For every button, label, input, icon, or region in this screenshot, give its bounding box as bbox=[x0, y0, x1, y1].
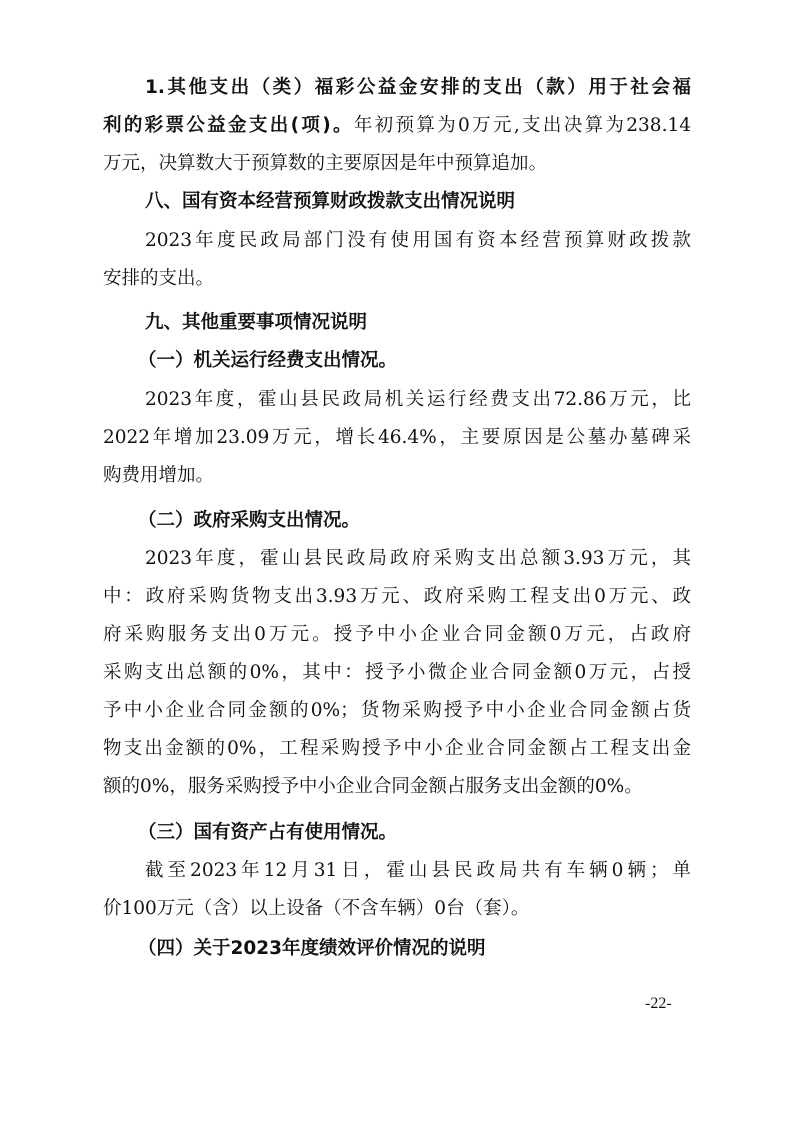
paragraph-line bbox=[145, 76, 691, 100]
paragraph-line: 购费用增加。 bbox=[103, 465, 215, 486]
paragraph-line: 额的0%，服务采购授予中小企业合同金额占服务支出金额的0%。 bbox=[103, 776, 643, 797]
paragraph-line: 价100万元（含）以上设备（不含车辆）0台（套）。 bbox=[103, 898, 530, 919]
paragraph-line: 安排的支出。 bbox=[103, 268, 215, 289]
paragraph-line: 2023年度民政局部门没有使用国有资本经营预算财政拨款 bbox=[145, 230, 691, 251]
paragraph-line: 万元，决算数大于预算数的主要原因是年中预算追加。 bbox=[103, 153, 548, 174]
section-heading: 八、国有资本经营预算财政拨款支出情况说明 bbox=[145, 191, 516, 212]
subsection-heading: （一）机关运行经费支出情况。 bbox=[138, 350, 398, 371]
paragraph-line: 2023年度，霍山县民政局机关运行经费支出72.86万元，比 bbox=[145, 389, 691, 410]
paragraph-line: 截至2023年12月31日，霍山县民政局共有车辆0辆；单 bbox=[145, 860, 691, 881]
page-number: -22- bbox=[645, 995, 672, 1012]
text-run-bold: 利的彩票公益金支出(项)。 bbox=[103, 115, 354, 136]
text-run: 1.其他支出（类）福彩公益金安排的支出（款）用于社会福 bbox=[145, 77, 691, 98]
paragraph-line: 中：政府采购货物支出3.93万元、政府采购工程支出0万元、政 bbox=[103, 586, 691, 607]
section-heading: 九、其他重要事项情况说明 bbox=[145, 312, 368, 333]
paragraph-line: 2023年度，霍山县民政局政府采购支出总额3.93万元，其 bbox=[145, 548, 691, 569]
paragraph-line: 采购支出总额的0%，其中：授予小微企业合同金额0万元，占授 bbox=[103, 662, 691, 683]
subsection-heading: （三）国有资产占有使用情况。 bbox=[138, 822, 398, 843]
paragraph-line: 物支出金额的0%，工程采购授予中小企业合同金额占工程支出金 bbox=[103, 738, 691, 759]
subsection-heading: （二）政府采购支出情况。 bbox=[138, 510, 361, 531]
paragraph-line bbox=[103, 114, 691, 138]
paragraph-line: 予中小企业合同金额的0%；货物采购授予中小企业合同金额占货 bbox=[103, 700, 691, 721]
paragraph-line: 府采购服务支出0万元。授予中小企业合同金额0万元，占政府 bbox=[103, 624, 691, 645]
text-run: 年初预算为0万元,支出决算为238.14 bbox=[353, 115, 691, 136]
paragraph-line: 2022年增加23.09万元，增长46.4%，主要原因是公墓办墓碑采 bbox=[103, 427, 691, 448]
subsection-heading: （四）关于2023年度绩效评价情况的说明 bbox=[138, 938, 486, 959]
